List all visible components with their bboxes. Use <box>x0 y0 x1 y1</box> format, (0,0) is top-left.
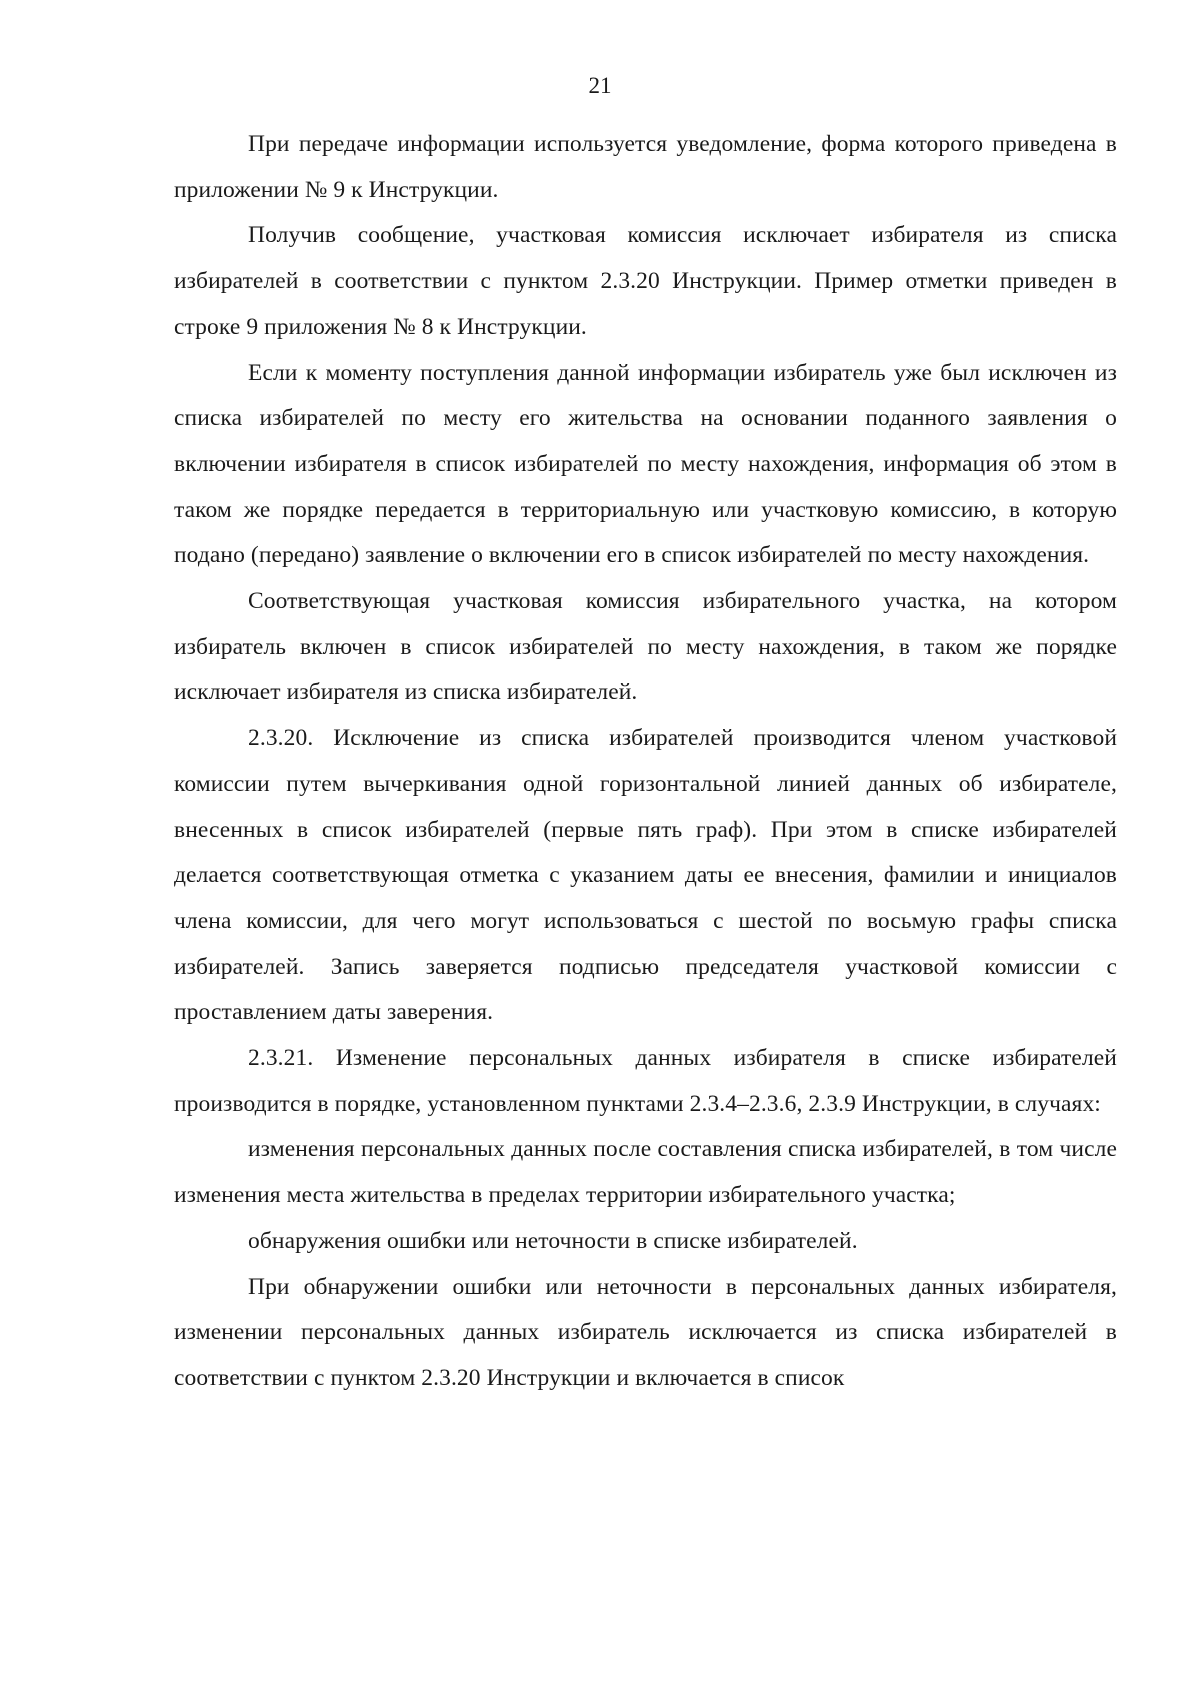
paragraph-case-data-change: изменения персональных данных после составления списка избирателей, в том числе изменения места жительства в пределах территории избирательного участка; <box>174 1136 1117 1209</box>
page-number: 21 <box>588 73 612 98</box>
paragraph-section-2-3-21: 2.3.21. Изменение персональных данных избирателя в списке избирателей производится в порядке, установленном пунктами 2.3.4–2.3.6, 2.3.9 Инструкции, в случаях: <box>174 1045 1117 1117</box>
paragraph-case-error: обнаружения ошибки или неточности в списке избирателей. <box>248 1227 858 1254</box>
paragraph-section-2-3-20: 2.3.20. Исключение из списка избирателей производится членом участковой комиссии путем вычеркивания одной горизонтальной линией данных об избирателе, внесенных в список избирателей (первые пять граф). При этом в списке избирателей делается соответствующая отметка с указанием даты ее внесения, фамилии и инициалов члена комиссии, для чего могут использоваться с шестой по восьмую графы списка избирателей. Запись заверяется подписью председателя участковой комиссии с проставлением даты заверения. <box>174 725 1117 1026</box>
document-body <box>174 122 1117 1402</box>
paragraph-notification-form: При передаче информации используется уведомление, форма которого приведена в приложении № 9 к Инструкции. <box>174 131 1117 203</box>
paragraph-precinct-exclusion: Получив сообщение, участковая комиссия исключает избирателя из списка избирателей в соответствии с пунктом 2.3.20 Инструкции. Пример отметки приведен в строке 9 приложения № 8 к Инструкции. <box>174 222 1117 340</box>
paragraph-corresponding-commission: Соответствующая участковая комиссия избирательного участка, на котором избиратель включен в список избирателей по месту нахождения, в таком же порядке исключает избирателя из списка избирателей. <box>174 588 1117 706</box>
paragraph-prior-exclusion: Если к моменту поступления данной информации избиратель уже был исключен из списка избирателей по месту его жительства на основании поданного заявления о включении избирателя в список избирателей по месту нахождения, информация об этом в таком же порядке передается в территориальную или участковую комиссию, в которую подано (передано) заявление о включении его в список избирателей по месту нахождения. <box>174 359 1117 569</box>
paragraph-error-correction: При обнаружении ошибки или неточности в персональных данных избирателя, изменении персональных данных избиратель исключается из списка избирателей в соответствии с пунктом 2.3.20 Инструкции и включается в список <box>174 1273 1117 1391</box>
